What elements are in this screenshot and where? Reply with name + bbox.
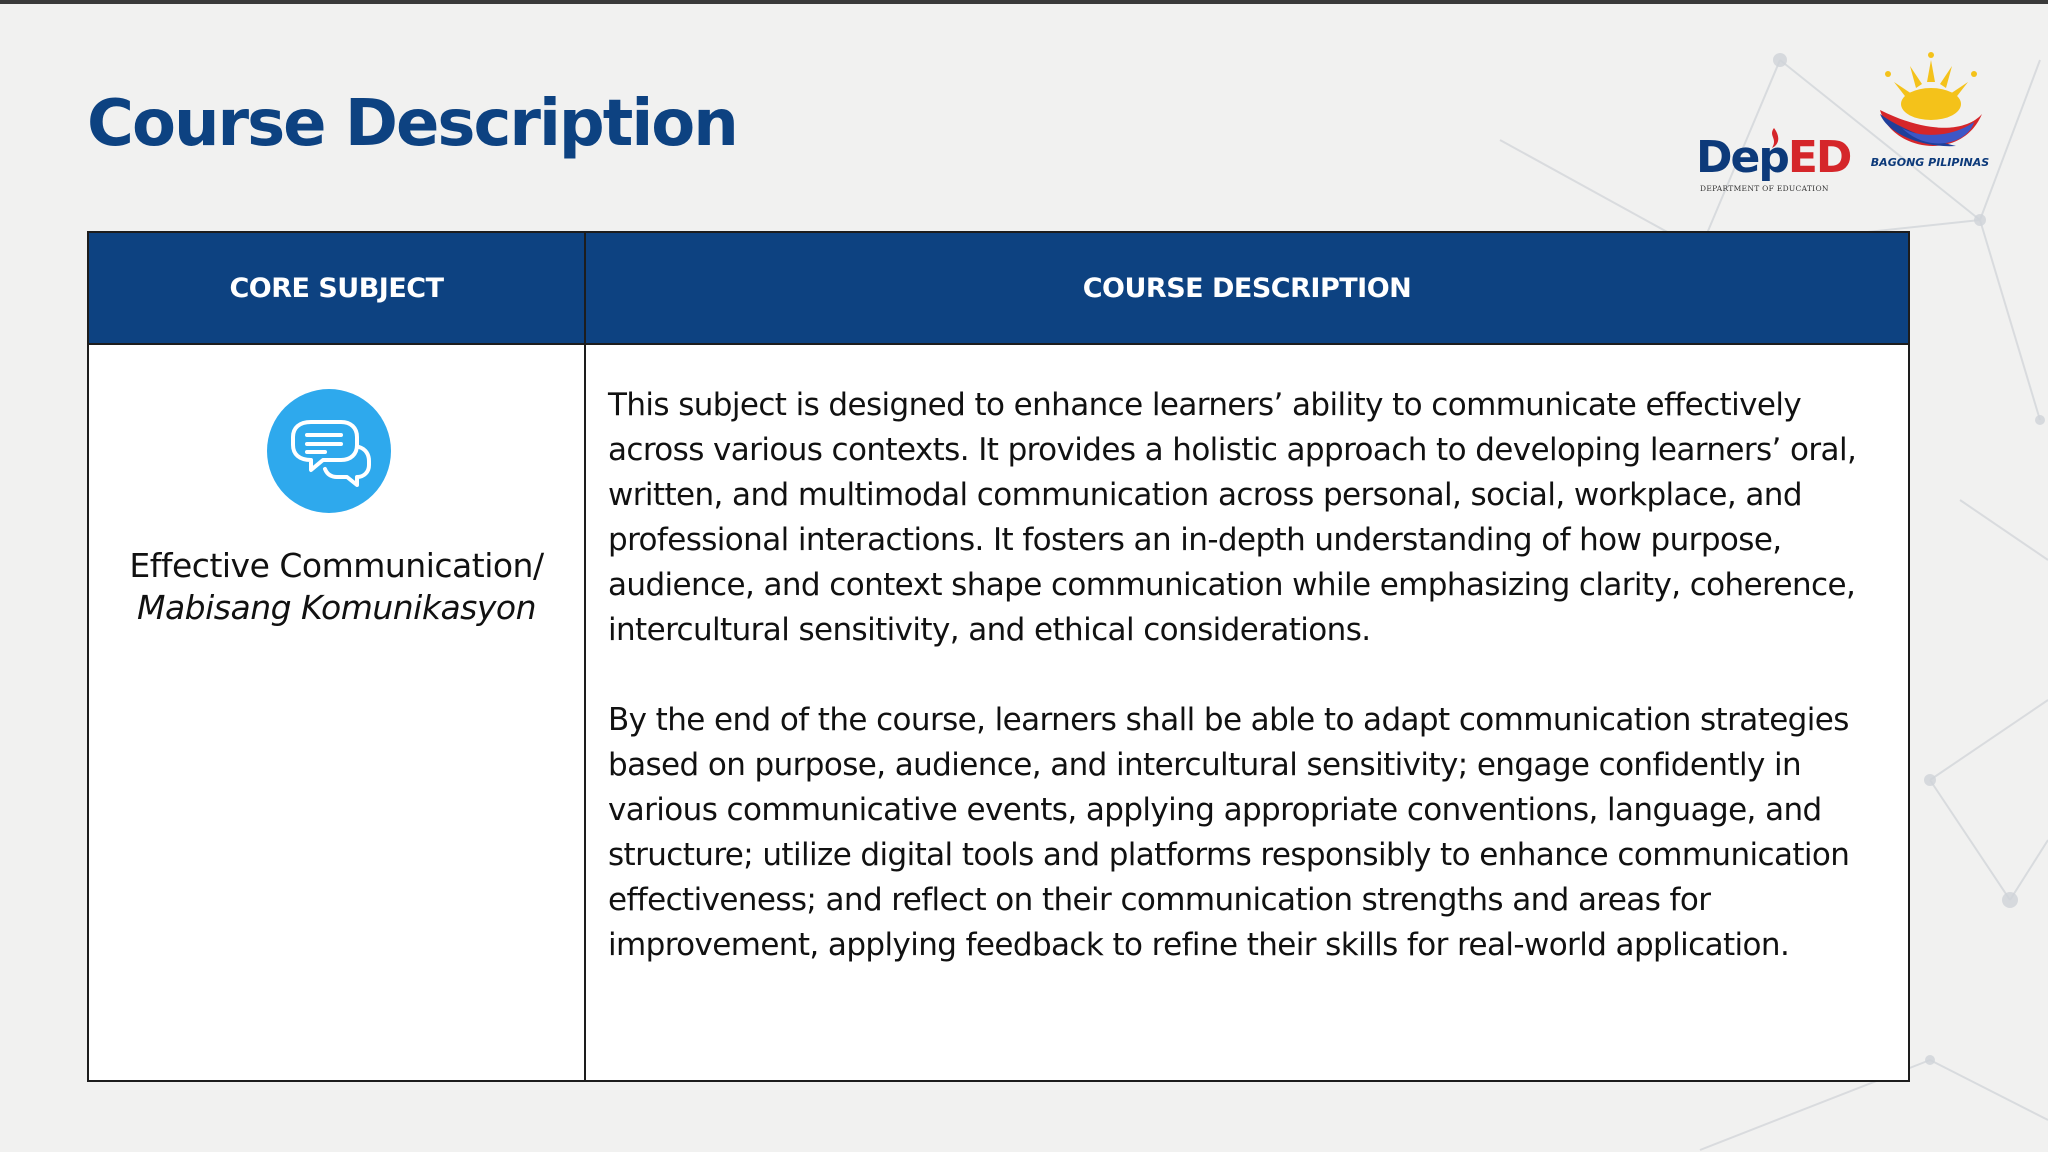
deped-wordmark	[1696, 132, 1851, 183]
subject-name	[89, 545, 584, 629]
description-paragraph: This subject is designed to enhance learners’ ability to communicate effectively across various contexts. It provides a holistic approach to developing learners’ oral, written, and multimodal communication across personal, social, workplace, and professional interactions. It fosters an in-depth understanding of how purpose, audience, and context shape communication while emphasizing clarity, coherence, intercultural sensitivity, and ethical considerations.	[608, 387, 1857, 648]
subject-name-english: Effective Communication/	[129, 546, 544, 585]
course-table	[87, 231, 1910, 1082]
subject-name-filipino: Mabisang Komunikasyon	[136, 588, 537, 627]
deped-word-ed: ED	[1787, 132, 1851, 183]
deped-logo	[1696, 92, 1851, 208]
deped-word-dep: Dep	[1696, 132, 1788, 183]
chat-bubbles-icon	[267, 389, 391, 513]
column-divider	[584, 233, 586, 1080]
table-header-row	[89, 233, 1908, 345]
header-core-subject: CORE SUBJECT	[229, 272, 444, 304]
header-course-description: COURSE DESCRIPTION	[1082, 272, 1412, 304]
course-description-cell	[608, 383, 1898, 1013]
bagong-pilipinas-text: BAGONG PILIPINAS	[1870, 156, 1990, 169]
description-paragraph: By the end of the course, learners shall be able to adapt communication strategies based on purpose, audience, and intercultural sensitivity; engage confidently in various communicative events, applying appropriate conventions, language, and structure; utilize digital tools and platforms responsibly to enhance communication effectiveness; and reflect on their communication strengths and areas for improvement, applying feedback to refine their skills for real-world application.	[608, 702, 1850, 963]
deped-subtitle: DEPARTMENT OF EDUCATION	[1700, 184, 1829, 193]
logo-group	[1690, 52, 1990, 193]
page-title: Course Description	[87, 87, 737, 161]
